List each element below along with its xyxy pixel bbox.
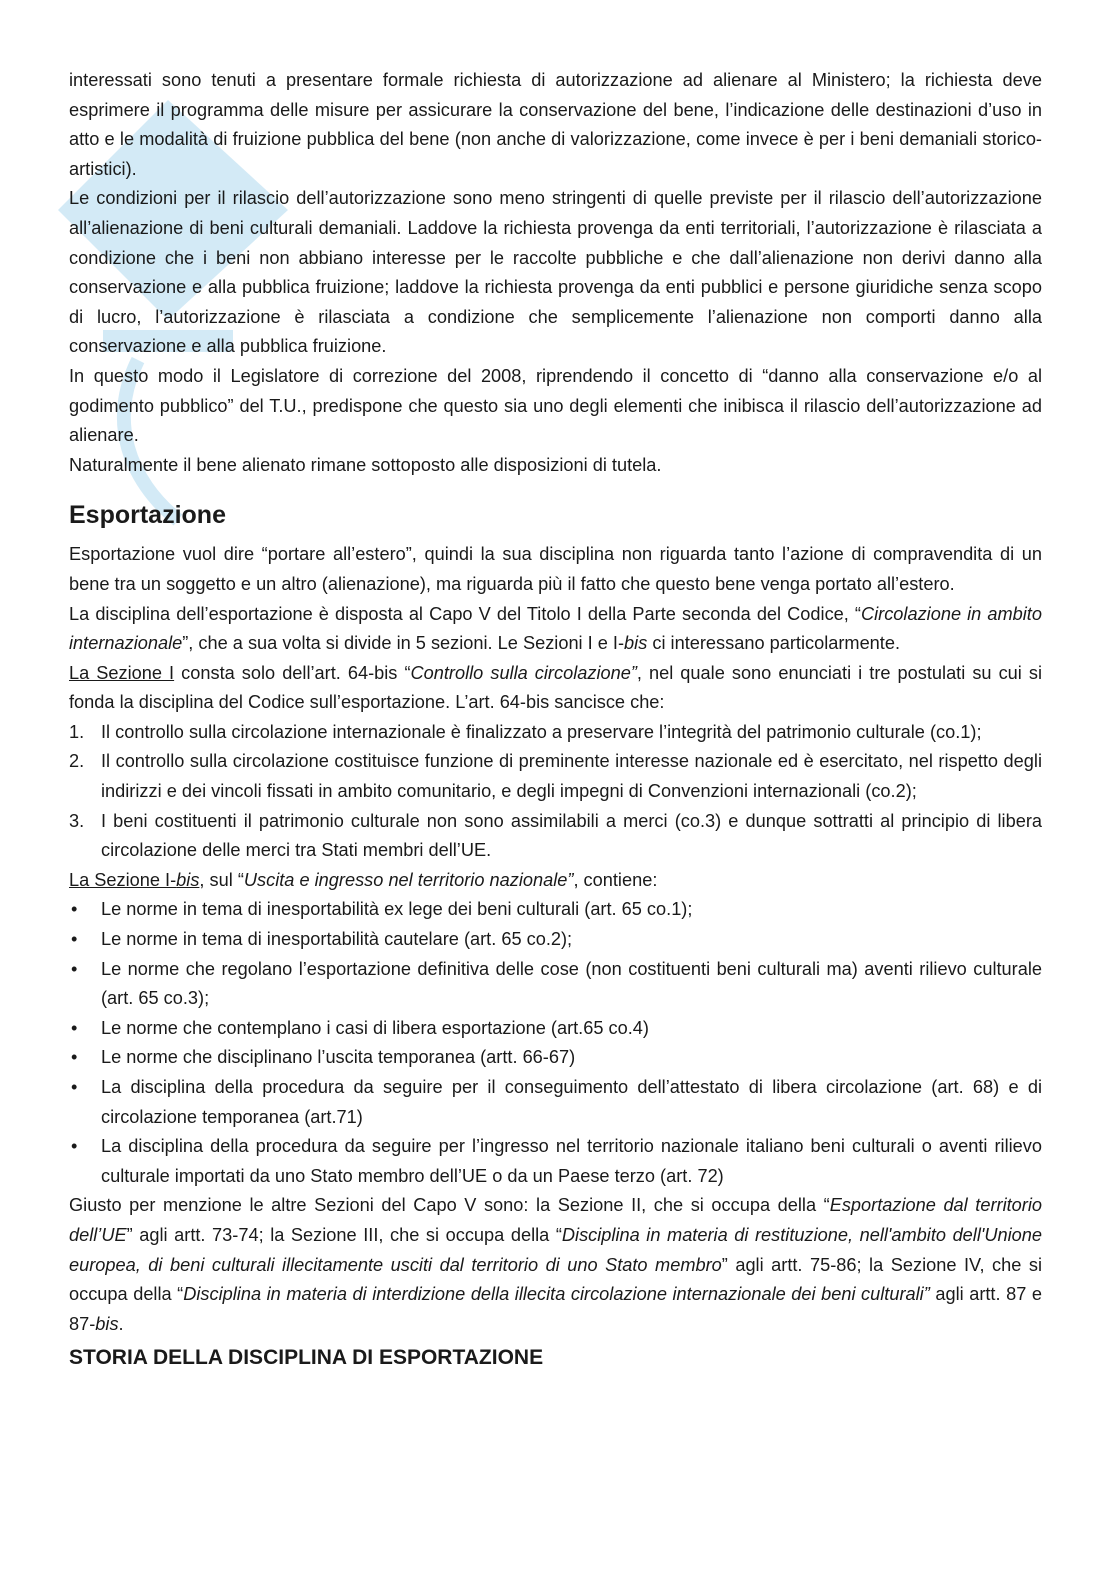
- bullet-icon: •: [71, 929, 78, 950]
- bullet-icon: •: [71, 1077, 78, 1097]
- paragraph-tutela: Naturalmente il bene alienato rimane sottoposto alle disposizioni di tutela.: [69, 454, 662, 475]
- list-item: • La disciplina della procedura da seguire per l’ingresso nel territorio nazionale italiano beni culturali o aventi rilievo culturale importati da uno Stato membro dell’UE o da un Paese terzo (art. 72): [69, 1132, 1042, 1191]
- bullet-icon: •: [71, 899, 78, 920]
- paragraph-condizioni: Le condizioni per il rilascio dell’autorizzazione sono meno stringenti di quelle previste per il rilascio dell’autorizzazione all’alienazione di beni culturali demaniali. Laddove la richiesta provenga da enti territoriali, l’autorizzazione è rilasciata a condizione che i beni non abbiano interesse per le raccolte pubbliche e che dall’alienazione non derivi danno alla conservazione e alla pubblica fruizione; laddove la richiesta provenga da enti pubblici e persone giuridiche senza scopo di lucro, l’autorizzazione è rilasciata a condizione che semplicemente l’alienazione non comporti danno alla conservazione e alla pubblica fruizione.: [69, 188, 1042, 357]
- list-item: 2. Il controllo sulla circolazione costituisce funzione di preminente interesse nazionale ed è esercitato, nel rispetto degli indirizzi e dei vincoli fissati in ambito comunitario, e degli impegni di Convenzioni internazionali (co.2);: [69, 751, 1042, 802]
- list-item: • Le norme che contemplano i casi di libera esportazione (art.65 co.4): [69, 1014, 1042, 1044]
- paragraph-esportazione-definizione: Esportazione vuol dire “portare all’estero”, quindi la sua disciplina non riguarda tanto l’azione di compravendita di un bene tra un soggetto e un altro (alienazione), ma riguarda più il fatto che questo bene venga portato all’estero.: [69, 544, 1042, 594]
- list-item: • Le norme in tema di inesportabilità cautelare (art. 65 co.2);: [69, 925, 1042, 955]
- paragraph-altre-sezioni: Giusto per menzione le altre Sezioni del Capo V sono: la Sezione II, che si occupa della “Esportazione dal territorio dell’UE” agli artt. 73-74; la Sezione III, che si occupa della “Disciplina in materia di restituzione, nell'ambito dell'Unione europea, di beni culturali illecitamente usciti dal territorio di uno Stato membro” agli artt. 75-86; la Sezione IV, che si occupa della “Disciplina in materia di interdizione della illecita circolazione internazionale dei beni culturali” agli artt. 87 e 87-bis.: [69, 1195, 1042, 1334]
- paragraph-sezione-i: La Sezione I consta solo dell’art. 64-bis “Controllo sulla circolazione”, nel quale sono enunciati i tre postulati su cui si fonda la disciplina del Codice sull’esportazione. L’art. 64-bis sancisce che:: [69, 662, 1042, 713]
- heading-storia: STORIA DELLA DISCIPLINA DI ESPORTAZIONE: [69, 1346, 544, 1370]
- list-item: 3. I beni costituenti il patrimonio culturale non sono assimilabili a merci (co.3) e dunque sottratti al principio di libera circolazione delle merci tra Stati membri dell’UE.: [69, 810, 1042, 861]
- list-item: • La disciplina della procedura da seguire per il conseguimento dell’attestato di libera circolazione (art. 68) e di circolazione temporanea (art.71): [69, 1073, 1042, 1132]
- list-item: • Le norme che regolano l’esportazione definitiva delle cose (non costituenti beni culturali ma) aventi rilievo culturale (art. 65 co.3);: [69, 955, 1042, 1014]
- norme-list: [69, 895, 1042, 1191]
- list-item: 1. Il controllo sulla circolazione internazionale è finalizzato a preservare l’integrità del patrimonio culturale (co.1);: [69, 721, 982, 742]
- paragraph-legislatore: In questo modo il Legislatore di correzione del 2008, riprendendo il concetto di “danno alla conservazione e/o al godimento pubblico” del T.U., predispone che questo sia uno degli elementi che inibisca il rilascio dell’autorizzazione ad alienare.: [69, 365, 1042, 446]
- bullet-icon: •: [71, 1047, 78, 1068]
- bullet-icon: •: [71, 1017, 78, 1038]
- heading-esportazione: Esportazione: [69, 501, 226, 530]
- paragraph-richiesta: interessati sono tenuti a presentare formale richiesta di autorizzazione ad alienare al Ministero; la richiesta deve esprimere il programma delle misure per assicurare la conservazione del bene, l’indicazione delle destinazioni d’uso in atto e le modalità di fruizione pubblica del bene (non anche di valorizzazione, come invece è per i beni demaniali storico-artistici).: [69, 70, 1042, 179]
- list-item: • Le norme in tema di inesportabilità ex lege dei beni culturali (art. 65 co.1);: [69, 895, 1042, 925]
- bullet-icon: •: [71, 1136, 78, 1157]
- list-item: • Le norme che disciplinano l’uscita temporanea (artt. 66-67): [69, 1043, 1042, 1073]
- postulati-list: [69, 718, 1042, 866]
- bullet-icon: •: [71, 958, 78, 979]
- paragraph-capo-v: La disciplina dell’esportazione è disposta al Capo V del Titolo I della Parte seconda del Codice, “Circolazione in ambito internazionale”, che a sua volta si divide in 5 sezioni. Le Sezioni I e I-bis ci interessano particolarmente.: [69, 603, 1042, 654]
- paragraph-sezione-i-bis: La Sezione I-bis, sul “Uscita e ingresso nel territorio nazionale”, contiene:: [69, 869, 658, 890]
- main-content: [69, 66, 1042, 1373]
